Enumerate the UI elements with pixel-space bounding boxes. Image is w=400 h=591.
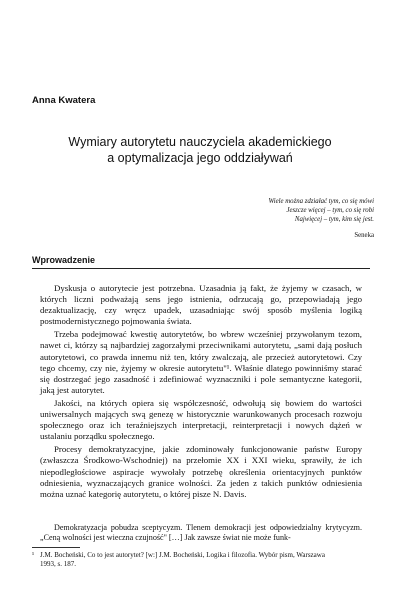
body-text: [40, 283, 362, 502]
footnote-divider: [32, 547, 80, 548]
footnote-line-2: 1993, s. 187.: [40, 560, 76, 569]
paragraph-1: Dyskusja o autorytecie jest potrzebna. Uzasadnia ją fakt, że żyjemy w czasach, w których liczni podważają sens jego istnienia, odrzucają go, przepowiadają jego dezaktualizację, czy wręcz upadek, uzasadniając swój sposób myślenia logiką postmodernistycznego pojmowania świata.: [40, 283, 362, 327]
epigraph: [268, 197, 374, 240]
quote-text: Demokratyzacja pobudza sceptycyzm. Tlenem demokracji jest odpowiedzialny krytycyzm. „Ceną wolności jest wieczna czujność" […] Jak zawsze świat nie może funk-: [40, 523, 362, 543]
title-line-1: Wymiary autorytetu nauczyciela akademickiego: [68, 135, 332, 149]
author-name: Anna Kwatera: [32, 95, 96, 106]
section-heading: Wprowadzenie: [32, 255, 370, 269]
epigraph-source: Seneka: [354, 232, 374, 239]
paragraph-2: Trzeba podejmować kwestię autorytetów, bo wbrew wcześniej przywołanym tezom, nawet ci, którzy są najbardziej zagorzałymi przeciwnikami autorytetu, „sami dają posłuch autorytetowi, co prawda innemu niż ten, który zwalczają, ale przecież autorytetowi. Czy tego chcemy, czy nie, żyjemy w okresie autorytetu"¹. Właśnie dlatego powinniśmy starać się dostrzegać jego zasadność i zdefiniować wyznaczniki i pole semantyczne kategorii, jaką jest autorytet.: [40, 329, 362, 395]
title-line-2: a optymalizacja jego oddziaływań: [107, 151, 293, 165]
paragraph-4: Procesy demokratyzacyjne, jakie zdominowały funkcjonowanie państw Europy (zwłaszcza Środkowo-Wschodniej) na przełomie XX i XXI wieku, sprawiły, że ich niepodległościowe aspiracje wywołały potrzebę określenia orientacyjnych punktów odniesienia, wyznaczających granice wolności. Za jeden z takich punktów odniesienia można uznać kategorię autorytetu, o której pisze N. Davis.: [40, 444, 362, 499]
footnote-line-1: [32, 551, 362, 560]
footnote: [32, 551, 362, 570]
block-quote: [40, 523, 362, 543]
paragraph-3: Jakości, na których opiera się współczesność, odwołują się bowiem do wartości uniwersalnych mających swą genezę w historycznie warunkowanych procesach rozwoju społecznego oraz ich teraźniejszych interpretacji, reinterpretacji i nowych dążeń w ustalaniu porządku społecznego.: [40, 397, 362, 442]
epigraph-line-2: Jeszcze więcej – tym, co się robi: [286, 207, 374, 214]
footnote-marker: ¹: [32, 551, 35, 559]
footnote-text: J.M. Bocheński, Co to jest autorytet? [w:] J.M. Bocheński, Logika i filozofia. Wybór pism, Warszawa: [40, 551, 325, 559]
epigraph-line-3: Najwięcej – tym, kim się jest.: [294, 216, 374, 223]
epigraph-line-1: Wiele można zdziałać tym, co się mówi: [268, 198, 374, 205]
article-title: [40, 134, 360, 166]
